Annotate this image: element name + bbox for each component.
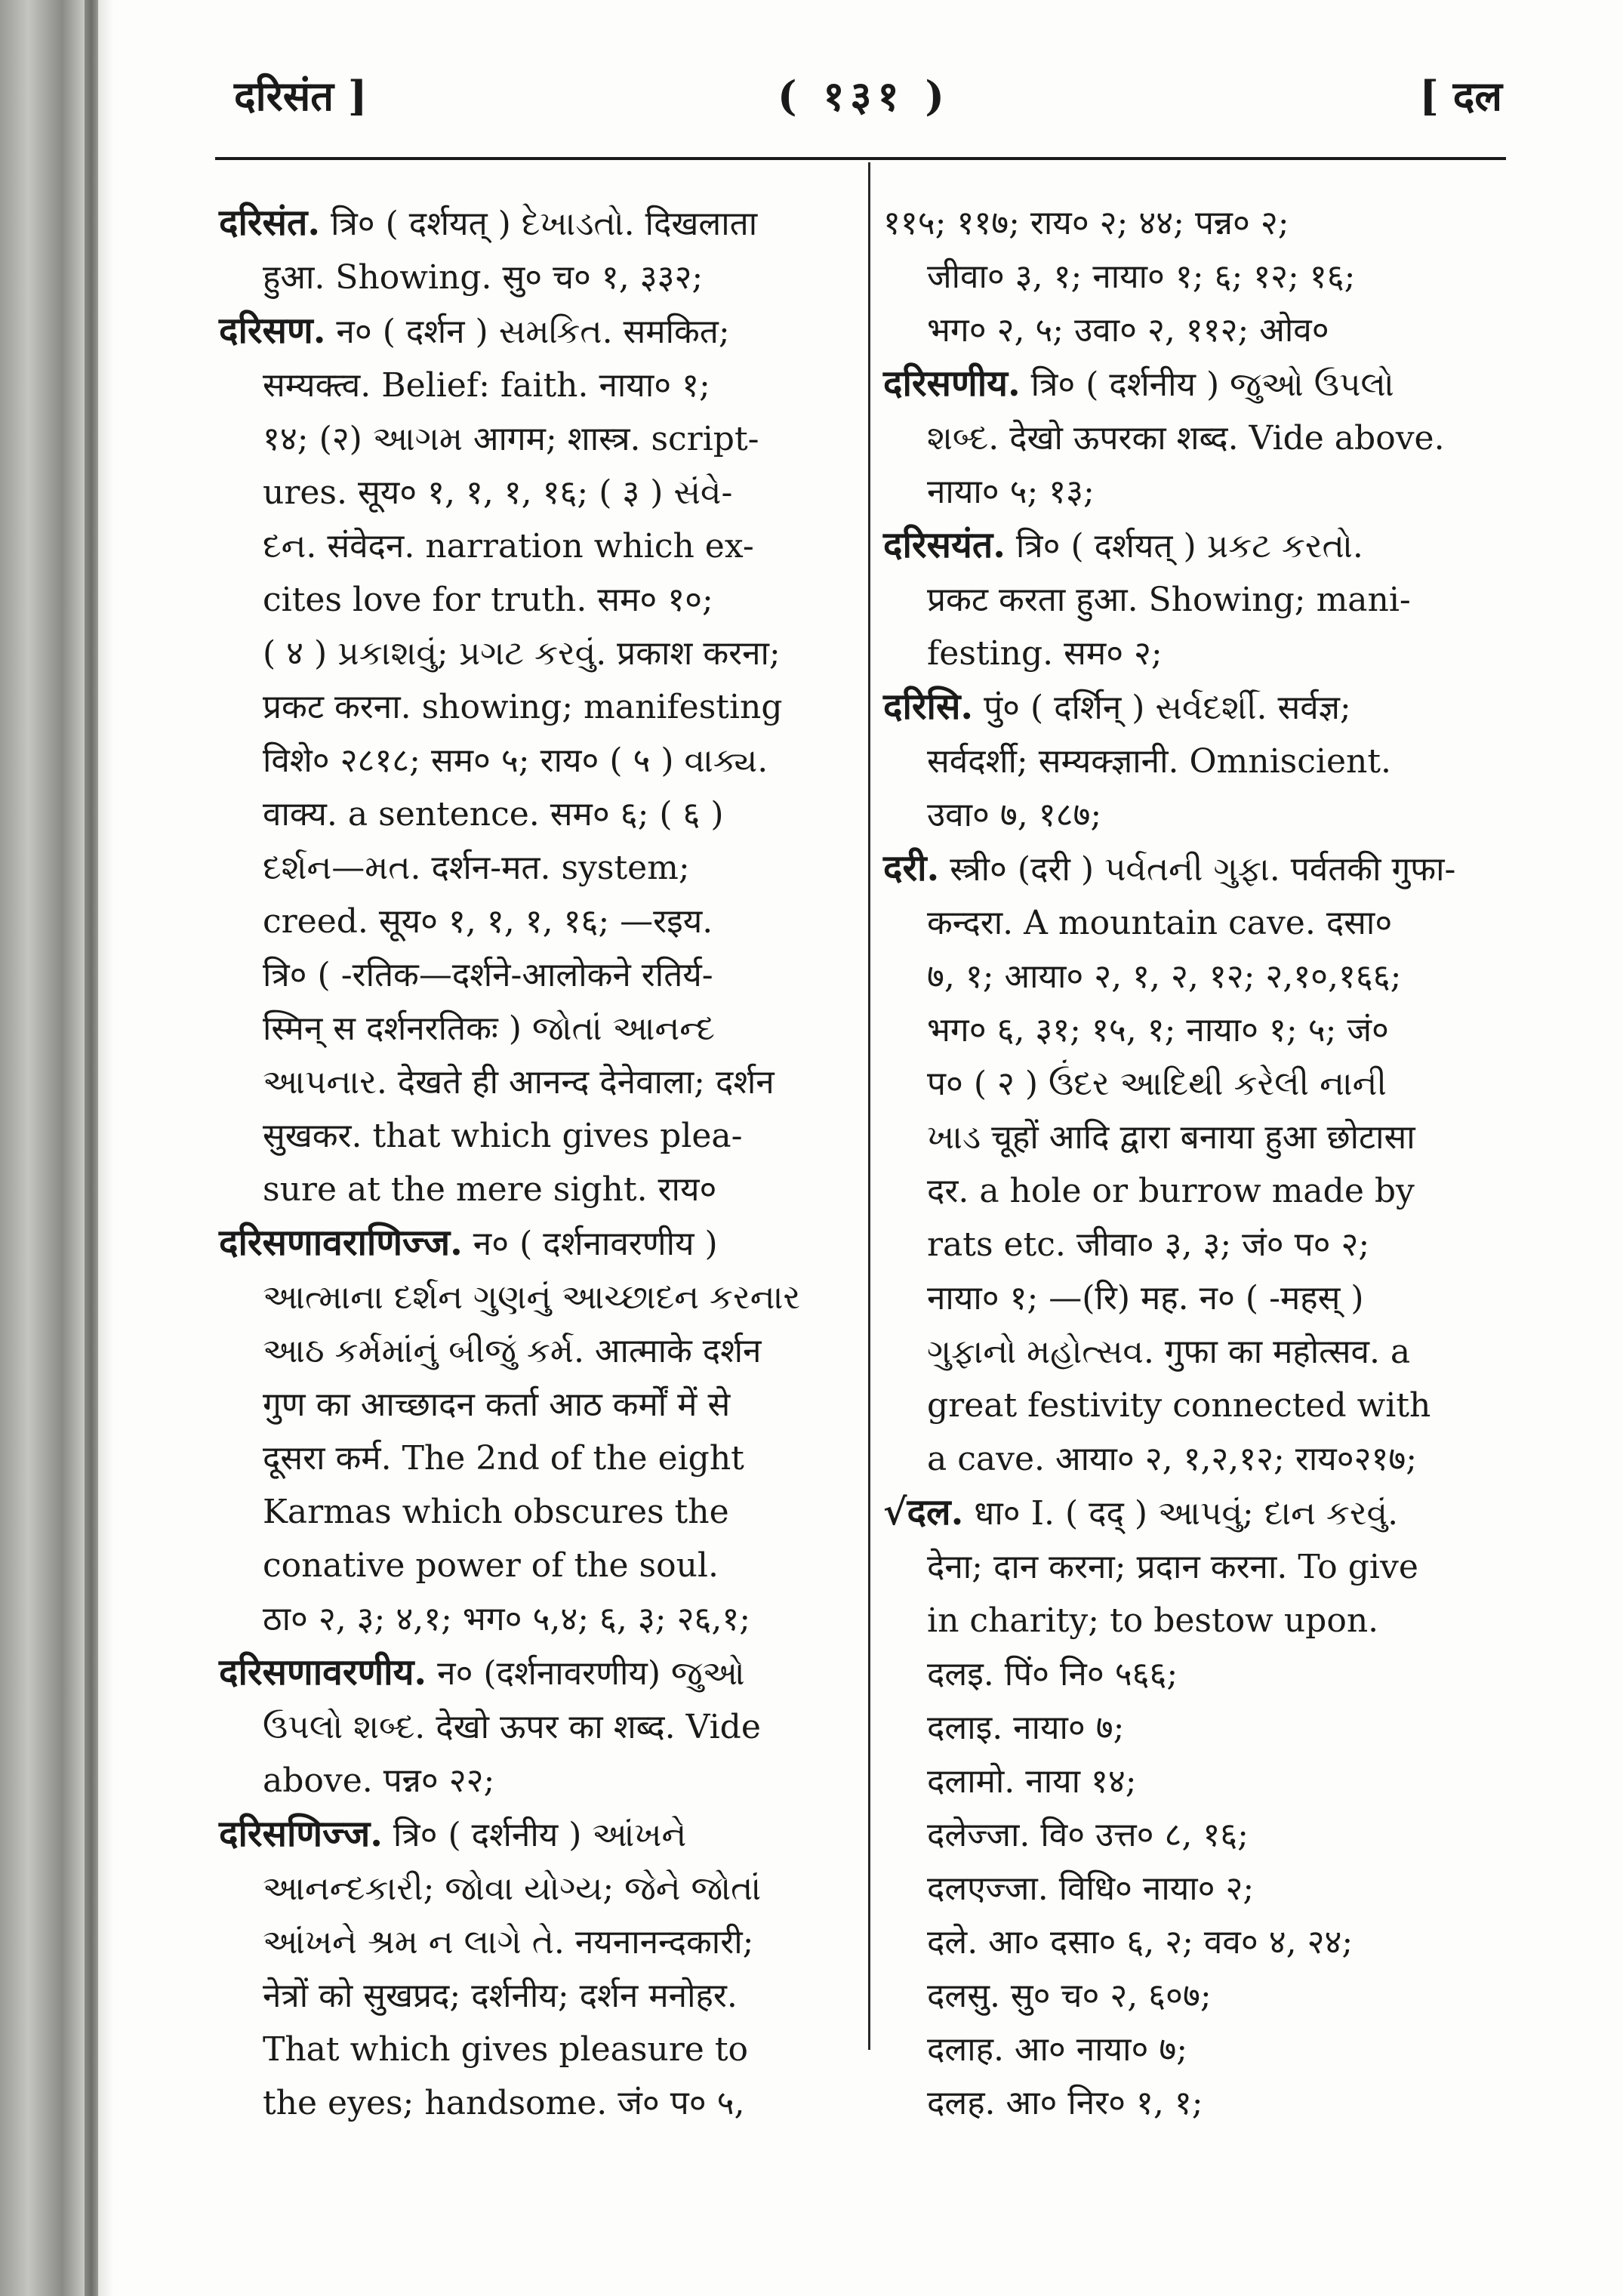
verb-form: दलेज्जा. वि० उत्त० ८, १६; [927, 1816, 1249, 1854]
entry-text: भग० ६, ३१; १५, १; नाया० १; ५; जं० [927, 1011, 1389, 1049]
entry-text: कन्दरा. A mountain cave. दसा० [927, 904, 1393, 942]
entry-line [219, 787, 838, 841]
entry-line [883, 519, 1502, 573]
entry-text: આપનાર. देखते ही आनन्द देनेवाला; दर्शन [263, 1063, 775, 1102]
entry-text: दर. a hole or burrow made by [927, 1172, 1415, 1210]
entry-line [219, 948, 838, 1002]
entry-text: सर्वदर्शी; सम्यक्ज्ञानी. Omniscient. [927, 742, 1391, 781]
page-number: ( १३१ ) [778, 72, 950, 120]
entry-line [883, 1164, 1502, 1218]
header-right-guideword: [ दल [1419, 72, 1502, 120]
entry-line [219, 1378, 838, 1432]
dictionary-entry [883, 196, 1502, 357]
entry-line [883, 465, 1502, 519]
entry-line [883, 1432, 1502, 1486]
dictionary-entry [219, 196, 838, 304]
entry-text: त्रि० ( दर्शनीय ) આંખને [382, 1816, 687, 1854]
verb-form: दलाह. आ० नाया० ७; [927, 2030, 1188, 2069]
dictionary-entry [219, 304, 838, 1216]
entry-text: १४; (२) આગમ आगम; शास्त्र. script- [263, 420, 759, 458]
dictionary-entry [883, 357, 1502, 519]
entry-text: ગુફાનો મહોત્સવ. गुफा का महोत्सव. a [927, 1333, 1411, 1371]
entry-line [883, 1111, 1502, 1164]
entry-line [219, 359, 838, 412]
entry-text: प्रकट करता हुआ. Showing; mani- [927, 581, 1411, 619]
entry-text: આઠ કર્મમાંનું બીજું કર્મ. आत्माके दर्शन [263, 1332, 762, 1370]
entry-text: त्रि० ( दर्शयत् ) પ્રકટ કરતો. [1005, 527, 1363, 566]
entry-line [883, 950, 1502, 1003]
entry-line [883, 1003, 1502, 1057]
entry-line [219, 466, 838, 519]
entry-line [883, 896, 1502, 950]
entry-line [883, 627, 1502, 680]
left-column [219, 196, 838, 2130]
entry-line [219, 196, 838, 251]
entry-line [883, 1218, 1502, 1271]
entry-line [219, 1056, 838, 1109]
dictionary-entry [219, 1808, 838, 2130]
entry-line [219, 251, 838, 304]
entry-text: festing. सम० २; [927, 634, 1163, 673]
entry-line [219, 2023, 838, 2076]
entry-text: દન. संवेदन. narration which ex- [263, 527, 754, 566]
entry-headword: दरिसणावरणीय. [219, 1651, 427, 1693]
entry-text: गुण का आच्छादन कर्ता आठ कर्मों में से [263, 1385, 731, 1424]
dictionary-entry [219, 1646, 838, 1808]
entry-line [219, 1324, 838, 1378]
entry-text: આનન્દકારી; જોવા યોગ્ય; જેને જોતાં [263, 1869, 762, 1908]
entry-line [219, 1915, 838, 1969]
entry-line [883, 357, 1502, 411]
entry-line [883, 411, 1502, 465]
dictionary-entry [883, 680, 1502, 842]
entry-line [883, 196, 1502, 250]
entry-line [883, 304, 1502, 357]
verb-forms-list [883, 1647, 1502, 2130]
entry-line [219, 1646, 838, 1700]
entry-text: આત્માના દર્શન ગુણનું આચ્છાદન કરનાર [263, 1278, 801, 1317]
entry-line [219, 1808, 838, 1862]
entry-text: ७, १; आया० २, १, २, १२; २,१०,१६६; [927, 957, 1402, 996]
entry-text: प० ( २ ) ઉંદર આદિથી કરેલી નાની [927, 1065, 1387, 1103]
verb-form: दलएज्जा. विधि० नाया० २; [927, 1869, 1255, 1908]
entry-text: cites love for truth. सम० १०; [263, 581, 713, 619]
entry-line [219, 1969, 838, 2023]
verb-form: दलाइ. नाया० ७; [927, 1709, 1125, 1747]
entry-text: नेत्रों को सुखप्रद; दर्शनीय; दर्शन मनोहर. [263, 1977, 738, 2015]
entry-line [883, 573, 1502, 627]
header-left-guideword: दरिसंत ] [234, 72, 368, 120]
entry-text: भग० २, ५; उवा० २, ११२; ओव० [927, 311, 1329, 350]
dictionary-entry [883, 519, 1502, 680]
verb-form: दलह. आ० निर० १, १; [927, 2084, 1203, 2122]
entry-text: rats etc. जीवा० ३, ३; जं० प० २; [927, 1225, 1370, 1264]
entry-text: દર્શન—મત. दर्शन-मत. system; [263, 849, 690, 887]
entry-line [219, 412, 838, 466]
entry-headword: दरिसण. [219, 310, 326, 352]
entry-text: स्त्री० (दरी ) પર્વતની ગુફા. पर्वतकी गुफा- [939, 850, 1456, 889]
entry-line [883, 1486, 1502, 1540]
entry-line [219, 2076, 838, 2130]
entry-text: सम्यक्त्व. Belief: faith. नाया० १; [263, 366, 710, 405]
entry-line [219, 1700, 838, 1754]
entry-headword: √दल. [883, 1491, 964, 1533]
entry-line [883, 1325, 1502, 1379]
entry-line [219, 519, 838, 573]
entry-text: ११५; ११७; राय० २; ४४; पन्न० २; [883, 204, 1289, 242]
verb-form: दलामो. नाया १४; [927, 1762, 1137, 1801]
dictionary-entry [883, 842, 1502, 1486]
entry-line [883, 680, 1502, 735]
entry-line [219, 1163, 838, 1216]
entry-text: न० ( दर्शनावरणीय ) [462, 1225, 718, 1263]
entry-headword: दरिसणावराणिज्ज. [219, 1222, 463, 1264]
entry-text: सुखकर. that which gives plea- [263, 1117, 743, 1155]
header-rule [215, 157, 1506, 160]
entry-line [219, 573, 838, 627]
page-header [219, 59, 1517, 127]
entry-line [219, 895, 838, 948]
entry-text: above. पन्न० २२; [263, 1761, 495, 1800]
dictionary-entry [219, 1216, 838, 1646]
entry-line [219, 1109, 838, 1163]
entry-text: the eyes; handsome. जं० प० ५, [263, 2084, 745, 2122]
entry-text: great festivity connected with [927, 1386, 1431, 1425]
entry-text: ures. सूय० १, १, १, १६; ( ३ ) સંવે- [263, 473, 733, 512]
entry-text: हुआ. Showing. सु० च० १, ३३२; [263, 258, 704, 297]
entry-line [219, 1485, 838, 1539]
entry-line [219, 734, 838, 787]
entry-line [219, 1539, 838, 1592]
entry-text: Karmas which obscures the [263, 1493, 729, 1531]
verb-form: दले. आ० दसा० ६, २; वव० ४, २४; [927, 1923, 1354, 1962]
column-divider [868, 162, 870, 2050]
entry-headword: दरिसि. [883, 686, 974, 728]
entry-text: न० ( दर्शन ) સમકિત. समकित; [325, 313, 730, 351]
entry-text: sure at the mere sight. राय० [263, 1170, 717, 1209]
entry-headword: दरिसयंत. [883, 524, 1006, 566]
entry-line [883, 1271, 1502, 1325]
entry-text: देना; दान करना; प्रदान करना. To give [927, 1548, 1418, 1586]
entry-headword: दरी. [883, 847, 940, 889]
entry-line [883, 842, 1502, 896]
entry-line [883, 1379, 1502, 1432]
entry-text: वाक्य. a sentence. सम० ६; ( ६ ) [263, 795, 724, 834]
entry-line [219, 680, 838, 734]
verb-form: दलइ. पिं० नि० ५६६; [927, 1655, 1178, 1693]
right-column [883, 196, 1502, 2130]
entry-text: in charity; to bestow upon. [927, 1601, 1379, 1640]
entry-text: ठा० २, ३; ४,१; भग० ५,४; ६, ३; २६,१; [263, 1600, 751, 1638]
entry-headword: दरिसणीय. [883, 362, 1021, 405]
entry-text: a cave. आया० २, १,२,१२; राय०२१७; [927, 1440, 1418, 1478]
entry-line [219, 1592, 838, 1646]
entry-text: त्रि० ( -रतिक—दर्शने-आलोकने रतिर्य- [263, 956, 713, 994]
entry-text: न० (दर्शनावरणीय) જુઓ [427, 1654, 745, 1693]
entry-text: विशे० २८१८; सम० ५; राय० ( ५ ) વાક્ય. [263, 741, 768, 780]
entry-line [219, 627, 838, 680]
dictionary-entry [883, 1486, 1502, 1647]
entry-text: creed. सूय० १, १, १, १६; —रइय. [263, 902, 713, 941]
entry-text: जीवा० ३, १; नाया० १; ६; १२; १६; [927, 257, 1356, 296]
entry-text: શબ્દ. देखो ऊपरका शब्द. Vide above. [927, 419, 1445, 458]
entry-text: स्मिन् स दर्शनरतिकः ) જોતાં આનન્દ [263, 1009, 715, 1048]
entry-line [219, 1271, 838, 1324]
entry-text: આંખને શ્રમ ન લાગે તે. नयनानन्दकारी; [263, 1923, 754, 1962]
entry-text: ખાડ चूहों आदि द्वारा बनाया हुआ छोटासा [927, 1118, 1415, 1157]
entry-text: नाया० १; —(रि) मह. न० ( -महस् ) [927, 1279, 1364, 1318]
entry-headword: दरिसंत. [219, 202, 321, 244]
entry-line [883, 788, 1502, 842]
entry-line [219, 1862, 838, 1915]
entry-text: त्रि० ( दर्शयत् ) દેખાડતો. दिखलाता [320, 205, 758, 243]
entry-text: ઉપલો શબ્દ. देखो ऊपर का शब्द. Vide [263, 1708, 761, 1746]
binding-shadow [85, 0, 98, 2296]
entry-text: That which gives pleasure to [263, 2030, 748, 2069]
entry-line [219, 304, 838, 359]
entry-text: नाया० ५; १३; [927, 473, 1095, 511]
entry-text: conative power of the soul. [263, 1546, 719, 1585]
entry-line [219, 1754, 838, 1808]
right-column-entries [883, 196, 1502, 1647]
verb-form: दलसु. सु० च० २, ६०७; [927, 1977, 1212, 2015]
entry-line [883, 1594, 1502, 1647]
entry-line [883, 735, 1502, 788]
entry-line [883, 1057, 1502, 1111]
entry-headword: दरिसणिज्ज. [219, 1813, 383, 1855]
entry-text: प्रकट करना. showing; manifesting [263, 688, 783, 726]
entry-text: दूसरा कर्म. The 2nd of the eight [263, 1439, 744, 1478]
entry-text: त्रि० ( दर्शनीय ) જુઓ ઉપલો [1020, 365, 1394, 404]
entry-text: उवा० ७, १८७; [927, 796, 1102, 834]
entry-line [219, 1216, 838, 1271]
entry-line [219, 841, 838, 895]
entry-line [883, 1540, 1502, 1594]
entry-text: धा० I. ( दद् ) આપવું; દાન કરવું. [963, 1494, 1399, 1533]
entry-text: ( ४ ) પ્રકાશવું; પ્રગટ કરવું. प्रकाश करना; [263, 634, 781, 673]
entry-text: पुं० ( दर्शिन् ) સર્વદર્શી. सर्वज्ञ; [973, 689, 1351, 727]
entry-line [219, 1002, 838, 1056]
entry-line [883, 250, 1502, 304]
entry-line [219, 1432, 838, 1485]
